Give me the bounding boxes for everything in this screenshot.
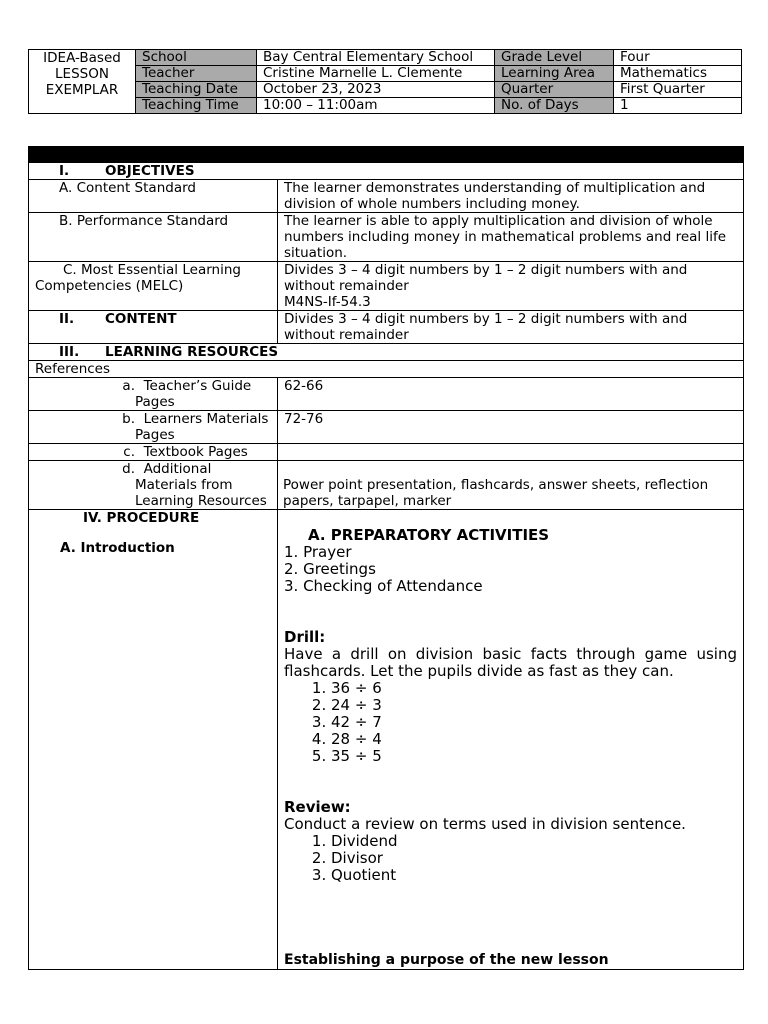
content-title: CONTENT (105, 311, 177, 327)
days-label: No. of Days (495, 98, 614, 114)
teacher-value: Cristine Marnelle L. Clemente (257, 66, 495, 82)
preparatory-heading: A. PREPARATORY ACTIVITIES (308, 526, 550, 544)
textbook-pages-label (29, 444, 278, 461)
teacher-label: Teacher (136, 66, 257, 82)
additional-materials-label (29, 461, 278, 510)
drill-item: 5. 35 ÷ 5 (331, 748, 737, 765)
school-label: School (136, 50, 257, 66)
procedure-left-cell (29, 510, 278, 970)
melc-cell (278, 262, 744, 311)
prep-item: 3. Checking of Attendance (284, 577, 483, 595)
drill-item: 2. 24 ÷ 3 (331, 697, 737, 714)
resources-numeral: III. (59, 344, 80, 360)
review-list (284, 833, 737, 884)
exemplar-title: IDEA-Based LESSON EXEMPLAR (29, 50, 136, 114)
learning-area-value: Mathematics (614, 66, 742, 82)
resources-title: LEARNING RESOURCES (105, 344, 279, 360)
drill-item: 4. 28 ÷ 4 (331, 731, 737, 748)
teaching-date-value: October 23, 2023 (257, 82, 495, 98)
item-letter: b. (122, 411, 135, 427)
objectives-heading (29, 163, 744, 180)
content-standard-label: A. Content Standard (29, 180, 278, 213)
school-value: Bay Central Elementary School (257, 50, 495, 66)
drill-text: Have a drill on division basic facts through game using flashcards. Let the pupils divide as fast as they can. (284, 645, 737, 680)
review-item: 2. Divisor (331, 850, 737, 867)
procedure-right-cell (278, 510, 744, 970)
drill-item: 3. 42 ÷ 7 (331, 714, 737, 731)
item-label: Learners Materials Pages (135, 411, 269, 443)
prep-item: 2. Greetings (284, 560, 376, 578)
drill-item: 1. 36 ÷ 6 (331, 680, 737, 697)
review-item: 1. Dividend (331, 833, 737, 850)
drill-list (284, 680, 737, 765)
objectives-title: OBJECTIVES (105, 163, 195, 179)
grade-level-label: Grade Level (495, 50, 614, 66)
resources-heading (29, 344, 744, 361)
item-label: Teacher’s Guide Pages (135, 378, 252, 410)
learners-materials-label (29, 411, 278, 444)
item-letter: d. (122, 461, 135, 477)
teachers-guide-value: 62-66 (278, 378, 744, 411)
item-letter: c. (123, 444, 135, 460)
grade-level-value: Four (614, 50, 742, 66)
procedure-title: IV. PROCEDURE (83, 510, 200, 526)
teaching-date-label: Teaching Date (136, 82, 257, 98)
review-item: 3. Quotient (331, 867, 737, 884)
item-letter: a. (122, 378, 135, 394)
review-text: Conduct a review on terms used in division sentence. (284, 815, 686, 833)
textbook-pages-value (278, 444, 744, 461)
melc-code: M4NS-If-54.3 (284, 294, 371, 310)
header-table (28, 49, 742, 114)
teachers-guide-label (29, 378, 278, 411)
melc-label: C. Most Essential Learning Competencies (MELC) (29, 262, 278, 311)
objectives-numeral: I. (59, 163, 70, 179)
content-text: Divides 3 – 4 digit numbers by 1 – 2 digit numbers with and without remainder (278, 311, 744, 344)
references-label: References (29, 361, 744, 378)
lesson-table (28, 146, 744, 970)
days-value: 1 (614, 98, 742, 114)
item-label: Additional Materials from Learning Resources (135, 461, 267, 509)
content-standard-text: The learner demonstrates understanding of multiplication and division of whole numbers including money. (278, 180, 744, 213)
learning-area-label: Learning Area (495, 66, 614, 82)
prep-item: 1. Prayer (284, 543, 352, 561)
quarter-value: First Quarter (614, 82, 742, 98)
performance-standard-label: B. Performance Standard (29, 213, 278, 262)
drill-heading: Drill: (284, 628, 326, 646)
learners-materials-value: 72-76 (278, 411, 744, 444)
teaching-time-value: 10:00 – 11:00am (257, 98, 495, 114)
teaching-time-label: Teaching Time (136, 98, 257, 114)
melc-text: Divides 3 – 4 digit numbers by 1 – 2 digit numbers with and without remainder (284, 262, 688, 294)
purpose-heading: Establishing a purpose of the new lesson (284, 952, 609, 968)
additional-materials-value: Power point presentation, flashcards, answer sheets, reflection papers, tarpapel, marker (278, 461, 744, 510)
introduction-label: A. Introduction (60, 540, 175, 556)
black-header-bar (29, 147, 744, 163)
performance-standard-text: The learner is able to apply multiplication and division of whole numbers including money in mathematical problems and real life situation. (278, 213, 744, 262)
content-heading (29, 311, 278, 344)
quarter-label: Quarter (495, 82, 614, 98)
content-numeral: II. (59, 311, 75, 327)
item-label: Textbook Pages (143, 444, 248, 460)
review-heading: Review: (284, 798, 351, 816)
